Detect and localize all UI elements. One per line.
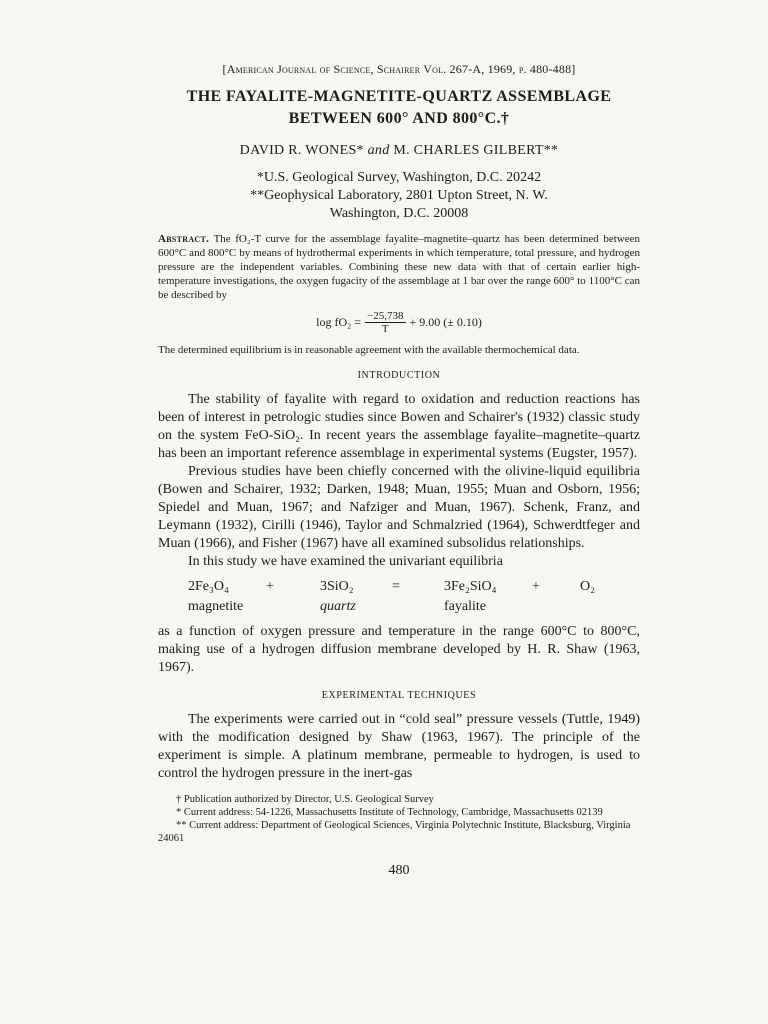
footnote-author-1: * Current address: 54-1226, Massachusetts Institute of Technology, Cambridge, Massachusetts 02139 xyxy=(176,807,603,818)
intro-paragraph-2: Previous studies have been chiefly concerned with the olivine-liquid equilibria (Bowen and Schairer, 1932; Darken, 1948; Muan, 1955; Muan and Osborn, 1956; Spiedel and Muan, 1967; and Nafziger and Muan, 1967). Schenk, Franz, and Leymann (1932), Cirilli (1946), Taylor and Schmalzried (1964), Schwerdtfeger and Muan (1966), and Fisher (1967) have all examined subsolidus relationships. xyxy=(158,464,640,551)
intro-after-reaction: as a function of oxygen pressure and temperature in the range 600°C to 800°C, making use of a hydrogen diffusion membrane developed by H. R. Shaw (1963, 1967). xyxy=(158,624,640,675)
footnote-publication: † Publication authorized by Director, U.S. Geological Survey xyxy=(176,794,434,805)
footnote-author-2: ** Current address: Department of Geological Sciences, Virginia Polytechnic Institute, Blacksburg, Virginia 24061 xyxy=(158,820,631,844)
intro-paragraph-3: In this study we have examined the univariant equilibria xyxy=(188,554,503,569)
paper-page xyxy=(158,62,640,879)
author-conjunction: and xyxy=(363,143,394,158)
reaction-plus-1: + xyxy=(266,579,274,594)
paper-title xyxy=(158,86,640,130)
experimental-paragraph: The experiments were carried out in “cold seal” pressure vessels (Tuttle, 1949) with the modification designed by Shaw (1963, 1967). The principle of the experiment is simple. A platinum membrane, permeable to hydrogen, is used to control the hydrogen pressure in the inert-gas xyxy=(158,712,640,781)
equation-rhs: + 9.00 (± 0.10) xyxy=(409,315,482,329)
equation-fraction xyxy=(365,310,405,335)
equation-numerator: −25,738 xyxy=(367,310,404,322)
reactant-quartz-name: quartz xyxy=(320,599,356,614)
reactant-magnetite-formula: 2Fe₃O₄ xyxy=(188,579,229,594)
product-fayalite-name: fayalite xyxy=(444,599,486,614)
journal-citation: [American Journal of Science, Schairer Vol. 267-A, 1969, p. 480-488] xyxy=(222,62,576,76)
title-line-2: BETWEEN 600° AND 800°C.† xyxy=(288,110,510,127)
abstract-closing: The determined equilibrium is in reasonable agreement with the available thermochemical data. xyxy=(158,344,580,356)
reactant-quartz-formula: 3SiO₂ xyxy=(320,579,354,594)
page-number: 480 xyxy=(388,863,410,878)
author-2: M. CHARLES GILBERT** xyxy=(393,143,559,158)
experimental-heading: EXPERIMENTAL TECHNIQUES xyxy=(321,690,477,701)
affiliation-2: **Geophysical Laboratory, 2801 Upton Street, N. W. xyxy=(250,188,548,203)
abstract-label: Abstract. xyxy=(158,233,210,245)
affiliation-3: Washington, D.C. 20008 xyxy=(329,206,469,221)
affiliations xyxy=(158,169,640,223)
reaction-equals: = xyxy=(392,579,400,594)
intro-paragraph-1: The stability of fayalite with regard to oxidation and reduction reactions has been of interest in petrologic studies since Bowen and Schairer's (1932) classic study on the system FeO-SiO₂. In recent years the assemblage fayalite–magnetite–quartz has been an important reference assemblage in experimental systems (Eugster, 1957). xyxy=(158,392,640,461)
equation-denominator: T xyxy=(381,323,389,335)
equation-lhs: log fO₂ = xyxy=(316,315,362,329)
reaction-equation xyxy=(188,577,640,617)
affiliation-1: *U.S. Geological Survey, Washington, D.C. 20242 xyxy=(256,170,542,185)
reactant-magnetite-name: magnetite xyxy=(188,599,244,614)
reaction-plus-2: + xyxy=(532,579,540,594)
fugacity-equation xyxy=(158,310,640,335)
product-oxygen-formula: O₂ xyxy=(580,579,595,594)
abstract xyxy=(158,232,640,302)
title-line-1: THE FAYALITE-MAGNETITE-QUARTZ ASSEMBLAGE xyxy=(186,88,612,105)
author-list xyxy=(158,143,640,159)
author-1: DAVID R. WONES* xyxy=(239,143,364,158)
product-fayalite-formula: 3Fe₂SiO₄ xyxy=(444,579,497,594)
abstract-text: The fO₂-T curve for the assemblage fayalite–magnetite–quartz has been determined between 600°C and 800°C by means of hydrothermal experiments in which temperature, total pressure, and hydrogen pressure are the independent variables. Combining these new data with that of certain earlier high-temperature investigations, the oxygen fugacity of the assemblage at 1 bar over the range 600° to 1100°C can be described by xyxy=(158,233,640,301)
footnotes xyxy=(158,793,640,845)
introduction-heading: INTRODUCTION xyxy=(357,370,441,381)
